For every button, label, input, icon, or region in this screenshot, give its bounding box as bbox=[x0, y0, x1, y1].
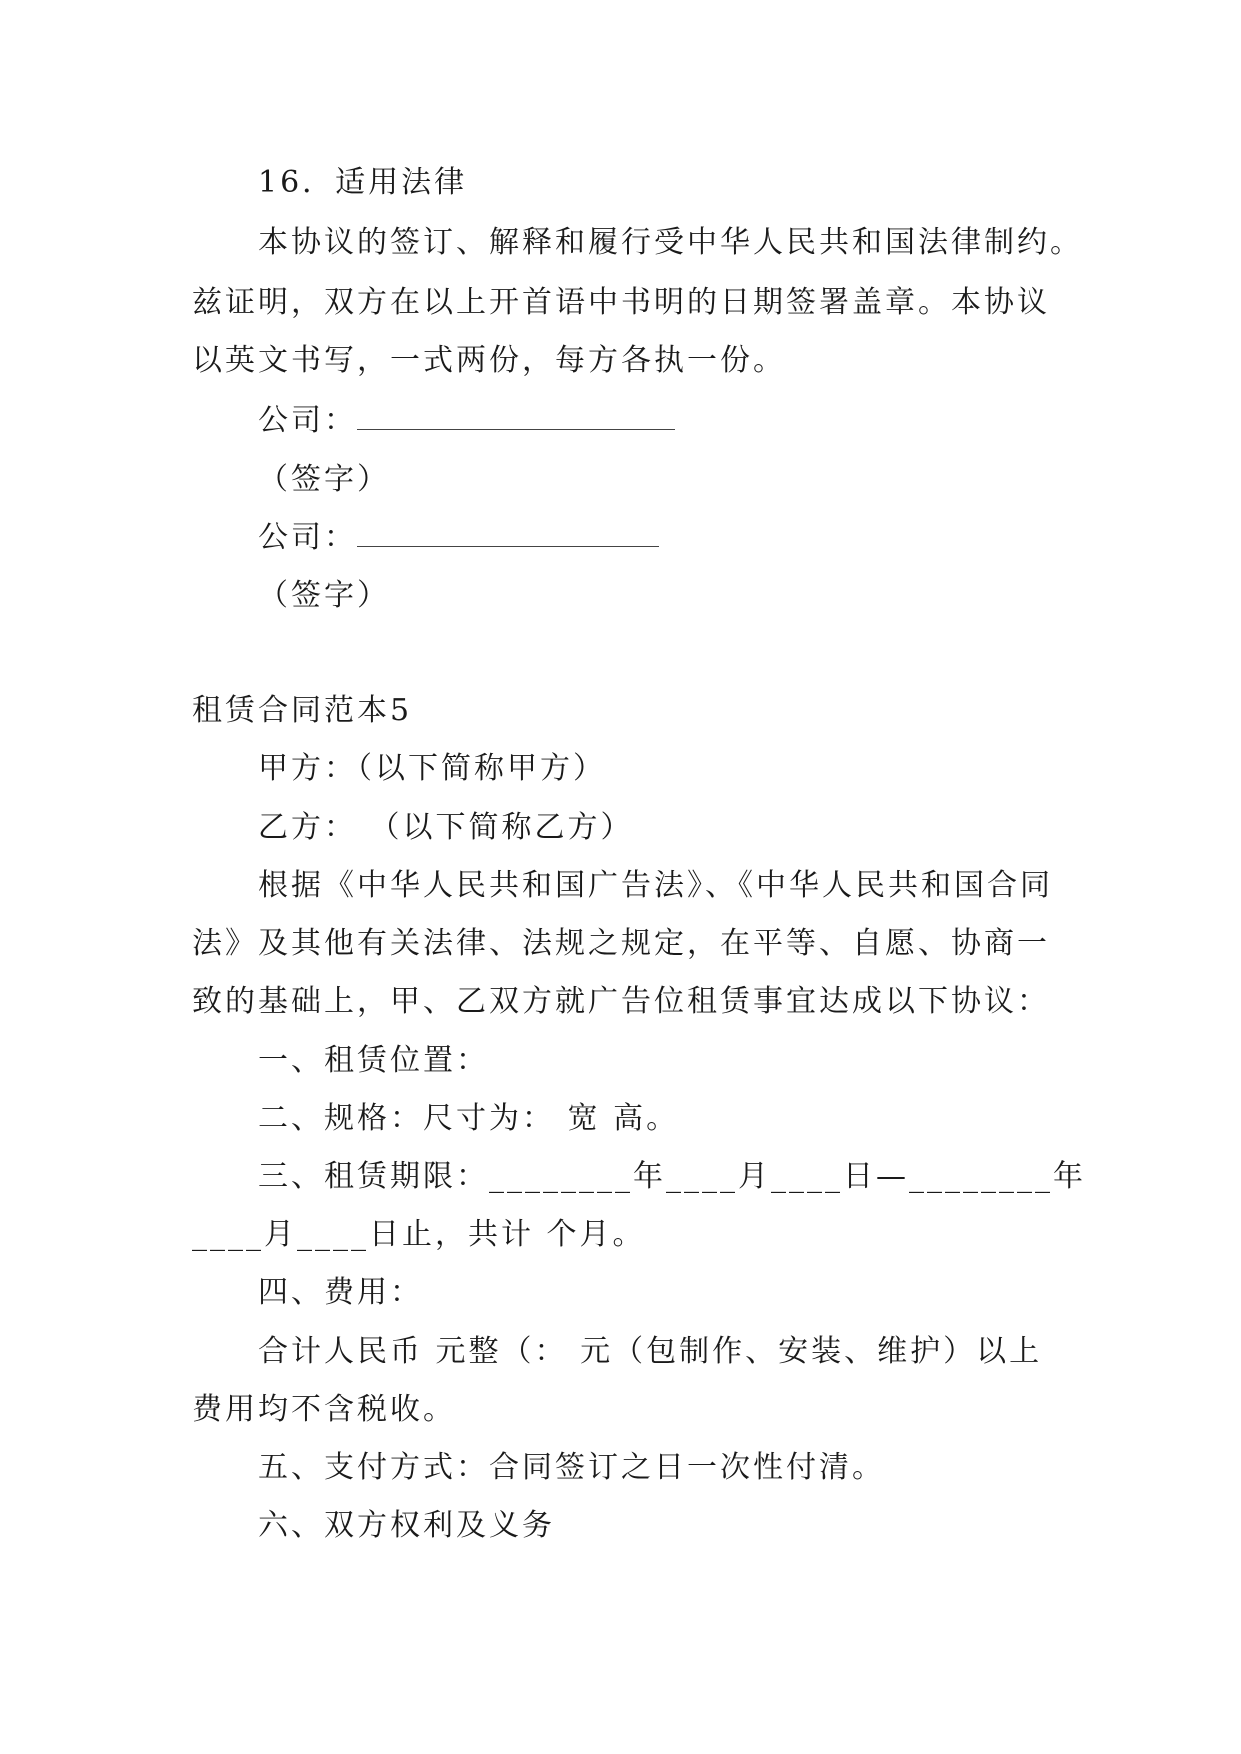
clause-item: 六、双方权利及义务 bbox=[258, 1508, 555, 1543]
paragraph-line: 致的基础上，甲、乙双方就广告位租赁事宜达成以下协议： bbox=[192, 984, 1050, 1019]
clause-item: 三、租赁期限：________年____月____日—________年 bbox=[258, 1159, 1086, 1194]
signature-blank bbox=[357, 520, 659, 547]
party-b-line: 乙方： （以下简称乙方） bbox=[258, 810, 634, 845]
paragraph-line: ____月____日止，共计 个月。 bbox=[192, 1217, 646, 1252]
clause-item: 二、规格：尺寸为： 宽 高。 bbox=[258, 1101, 680, 1136]
paragraph-line: 以英文书写，一式两份，每方各执一份。 bbox=[192, 343, 786, 378]
paragraph-line: 法》及其他有关法律、法规之规定，在平等、自愿、协商一 bbox=[192, 926, 1050, 961]
paragraph-line: 合计人民币 元整（： 元（包制作、安装、维护）以上 bbox=[258, 1334, 1043, 1369]
signature-note: （签字） bbox=[258, 578, 390, 613]
paragraph-line: 根据《中华人民共和国广告法》、《中华人民共和国合同 bbox=[258, 868, 1053, 903]
clause-item: 五、支付方式：合同签订之日一次性付清。 bbox=[258, 1450, 885, 1485]
paragraph-line: 本协议的签订、解释和履行受中华人民共和国法律制约。 bbox=[258, 225, 1083, 260]
contract-title: 租赁合同范本5 bbox=[192, 693, 413, 728]
company-signature-line bbox=[258, 518, 659, 558]
signature-blank bbox=[357, 403, 675, 430]
section-heading: 16．适用法律 bbox=[258, 165, 468, 200]
paragraph-line: 兹证明，双方在以上开首语中书明的日期签署盖章。本协议 bbox=[192, 285, 1050, 320]
party-a-line: 甲方：（以下简称甲方） bbox=[258, 751, 606, 786]
company-label: 公司： bbox=[258, 520, 357, 555]
paragraph-line: 费用均不含税收。 bbox=[192, 1392, 456, 1427]
signature-note: （签字） bbox=[258, 462, 390, 497]
clause-item: 四、费用： bbox=[258, 1275, 423, 1310]
clause-item: 一、租赁位置： bbox=[258, 1043, 489, 1078]
company-signature-line bbox=[258, 401, 675, 441]
company-label: 公司： bbox=[258, 403, 357, 438]
